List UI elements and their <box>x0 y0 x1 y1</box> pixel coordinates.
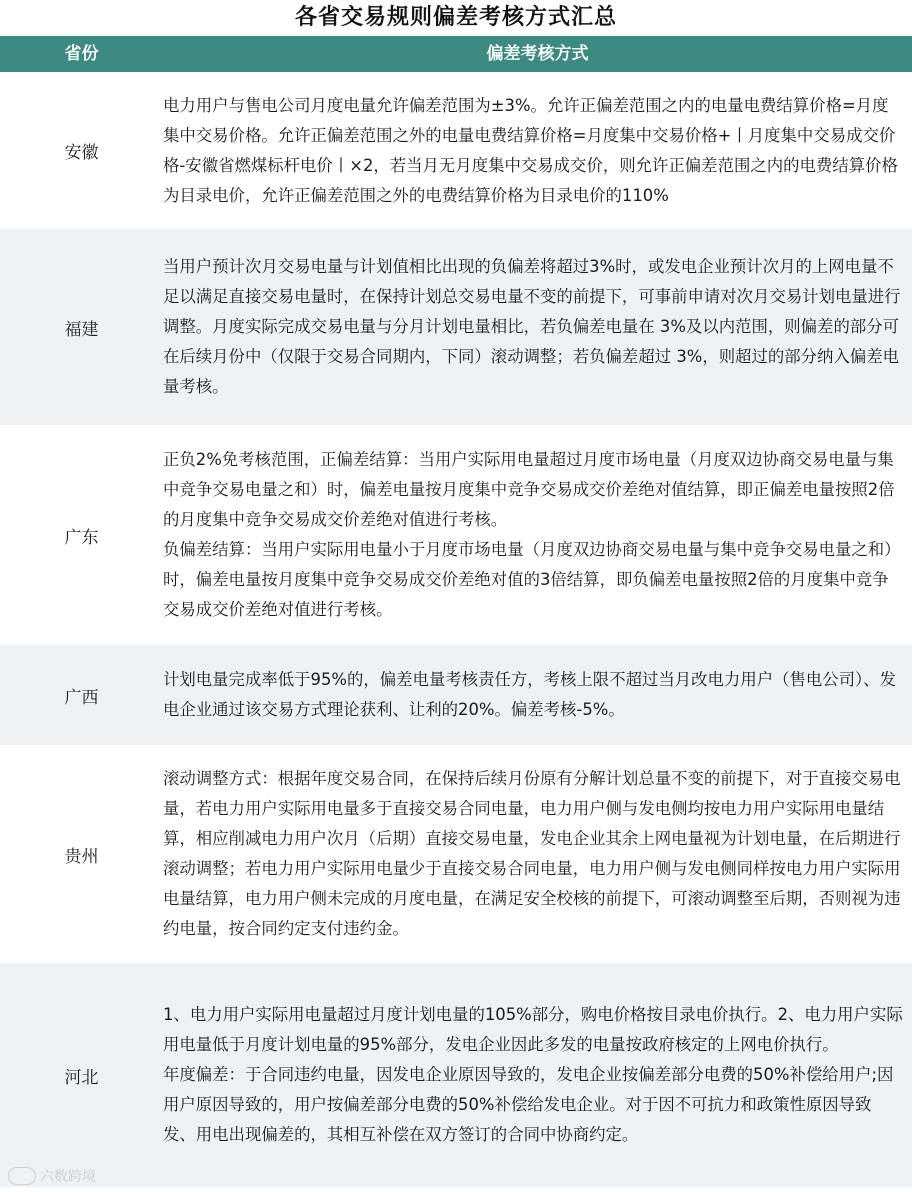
method-cell <box>163 745 912 963</box>
table-row-guizhou <box>0 745 912 963</box>
table-row-guangxi <box>0 645 912 745</box>
method-text: 1、电力用户实际用电量超过月度计划电量的105%部分，购电价格按目录电价执行。2、电力用户实际用电量低于月度计划电量的95%部分，发电企业因此多发的电量按政府核定的上网电价执行。 <box>163 1005 903 1054</box>
province-cell: 广西 <box>64 687 99 708</box>
watermark-logo-icon <box>8 1167 36 1185</box>
table-row-fujian <box>0 229 912 425</box>
table-row-hebei <box>0 963 912 1187</box>
province-cell: 福建 <box>64 319 99 340</box>
method-cell <box>163 229 912 425</box>
province-cell: 贵州 <box>64 846 99 867</box>
page-title: 各省交易规则偏差考核方式汇总 <box>294 5 617 30</box>
table-row-guangdong <box>0 425 912 645</box>
method-cell <box>163 425 912 645</box>
watermark <box>8 1166 96 1186</box>
header-province: 省份 <box>64 44 99 64</box>
method-text: 计划电量完成率低于95%的，偏差电量考核责任方，考核上限不超过当月改电力用户（售电公司）、发电企业通过该交易方式理论获利、让利的20%。偏差考核-5%。 <box>163 670 897 719</box>
method-text: 正负2%免考核范围，正偏差结算：当用户实际用电量超过月度市场电量（月度双边协商交易电量与集中竞争交易电量之和）时，偏差电量按月度集中竞争交易成交价差绝对值结算，即正偏差电量按照2倍的月度集中竞争交易成交价差绝对值进行考核。 <box>163 450 895 529</box>
watermark-text: 六数跨境 <box>40 1169 96 1185</box>
table-row-anhui <box>0 72 912 229</box>
method-text: 负偏差结算：当用户实际用电量小于月度市场电量（月度双边协商交易电量与集中竞争交易电量之和）时，偏差电量按月度集中竞争交易成交价差绝对值的3倍结算，即负偏差电量按照2倍的月度集中竞争交易成交价差绝对值进行考核。 <box>163 540 901 619</box>
header-method: 偏差考核方式 <box>486 44 589 64</box>
method-text: 当用户预计次月交易电量与计划值相比出现的负偏差将超过3%时，或发电企业预计次月的上网电量不足以满足直接交易电量时，在保持计划总交易电量不变的前提下，可事前申请对次月交易计划电量进行调整。月度实际完成交易电量与分月计划电量相比，若负偏差电量在 3%及以内范围，则偏差的部分可在后续月份中（仅限于交易合同期内，下同）滚动调整；若负偏差超过 3%，则超过的部分纳入偏差电量考核。 <box>163 257 901 396</box>
table-header <box>0 36 912 72</box>
method-cell <box>163 963 912 1187</box>
province-cell: 河北 <box>64 1067 99 1088</box>
province-cell: 广东 <box>64 527 99 548</box>
province-cell: 安徽 <box>64 143 99 163</box>
method-text: 电力用户与售电公司月度电量允许偏差范围为±3%。允许正偏差范围之内的电量电费结算价格=月度集中交易价格。允许正偏差范围之外的电量电费结算价格=月度集中交易价格+丨月度集中交易成交价格-安徽省燃煤标杆电价丨×2，若当月无月度集中交易成交价，则允许正偏差范围之内的电费结算价格为目录电价，允许正偏差范围之外的电费结算价格为目录电价的110% <box>163 95 898 205</box>
method-text: 年度偏差：于合同违约电量，因发电企业原因导致的，发电企业按偏差部分电费的50%补偿给用户;因用户原因导致的，用户按偏差部分电费的50%补偿给发电企业。对于因不可抗力和政策性原因导致发、用电出现偏差的，其相互补偿在双方签订的合同中协商约定。 <box>163 1065 894 1144</box>
method-text: 滚动调整方式：根据年度交易合同，在保持后续月份原有分解计划总量不变的前提下，对于直接交易电量，若电力用户实际用电量多于直接交易合同电量，电力用户侧与发电侧均按电力用户实际用电量结算，相应削减电力用户次月（后期）直接交易电量，发电企业其余上网电量视为计划电量，在后期进行滚动调整；若电力用户实际用电量少于直接交易合同电量，电力用户侧与发电侧同样按电力用户实际用电量结算，电力用户侧未完成的月度电量，在满足安全校核的前提下，可滚动调整至后期，否则视为违约电量，按合同约定支付违约金。 <box>163 769 901 938</box>
method-cell <box>163 645 912 745</box>
method-cell <box>163 72 912 229</box>
